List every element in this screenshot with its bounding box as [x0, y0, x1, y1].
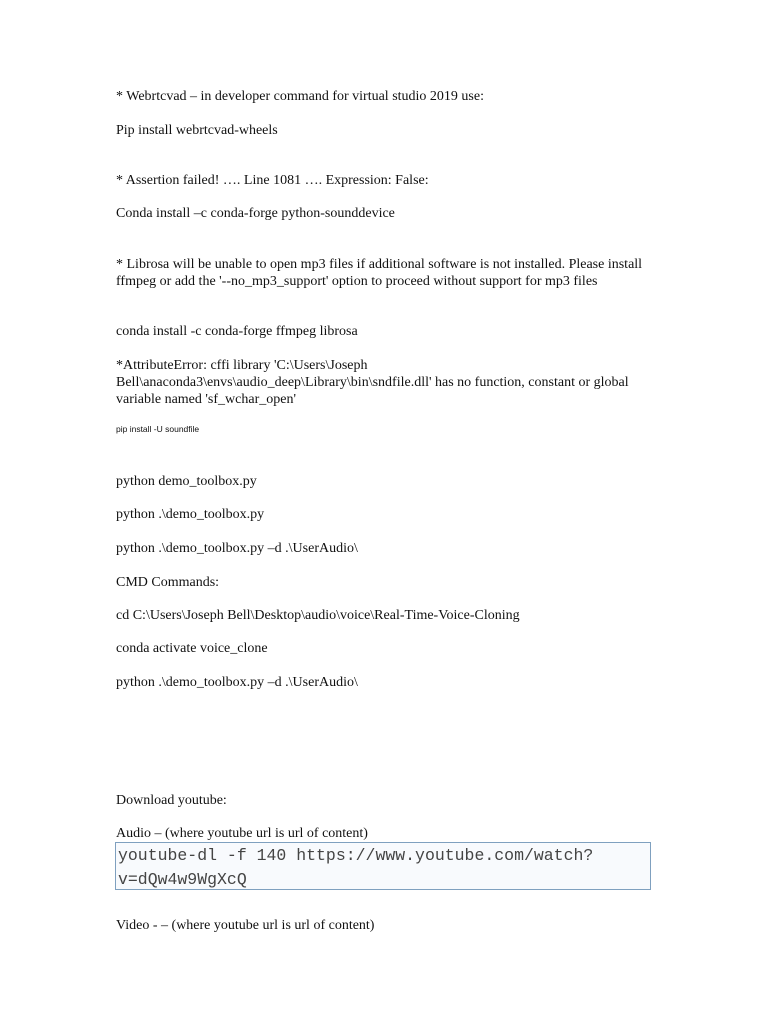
webrtcvad-command: Pip install webrtcvad-wheels: [116, 123, 278, 138]
attribute-error-note: *AttributeError: cffi library 'C:\Users\Joseph Bell\anaconda3\envs\audio_deep\Library\bin\sndfile.dll' has no function, constant or global variable named 'sf_wchar_open': [116, 358, 629, 407]
webrtcvad-note: * Webrtcvad – in developer command for virtual studio 2019 use:: [116, 89, 484, 104]
librosa-note: * Librosa will be unable to open mp3 files if additional software is not installed. Please install ffmpeg or add the '--no_mp3_support' option to proceed without support for mp3 files: [116, 257, 643, 289]
code-line-2: v=dQw4w9WgXcQ: [118, 870, 247, 889]
conda-sounddevice-command: Conda install –c conda-forge python-sounddevice: [116, 206, 395, 221]
youtube-dl-code-block: [115, 842, 651, 890]
audio-note: Audio – (where youtube url is url of content): [116, 826, 368, 841]
assertion-note: * Assertion failed! …. Line 1081 …. Expression: False:: [116, 173, 429, 188]
run-demo-command-2: python .\demo_toolbox.py: [116, 507, 265, 522]
conda-activate-command: conda activate voice_clone: [116, 641, 268, 656]
cd-command: cd C:\Users\Joseph Bell\Desktop\audio\voice\Real-Time-Voice-Cloning: [116, 608, 520, 623]
pip-soundfile-command: pip install -U soundfile: [116, 424, 200, 434]
conda-ffmpeg-command: conda install -c conda-forge ffmpeg librosa: [116, 324, 358, 339]
code-line-1: youtube-dl -f 140 https://www.youtube.com/watch?: [118, 846, 594, 865]
run-demo-command-3: python .\demo_toolbox.py –d .\UserAudio\: [116, 541, 358, 556]
download-heading: Download youtube:: [116, 793, 227, 808]
run-demo-command-1: python demo_toolbox.py: [116, 474, 257, 489]
cmd-heading: CMD Commands:: [116, 575, 220, 590]
video-note: Video - – (where youtube url is url of content): [116, 918, 375, 933]
run-demo-command-4: python .\demo_toolbox.py –d .\UserAudio\: [116, 675, 358, 690]
